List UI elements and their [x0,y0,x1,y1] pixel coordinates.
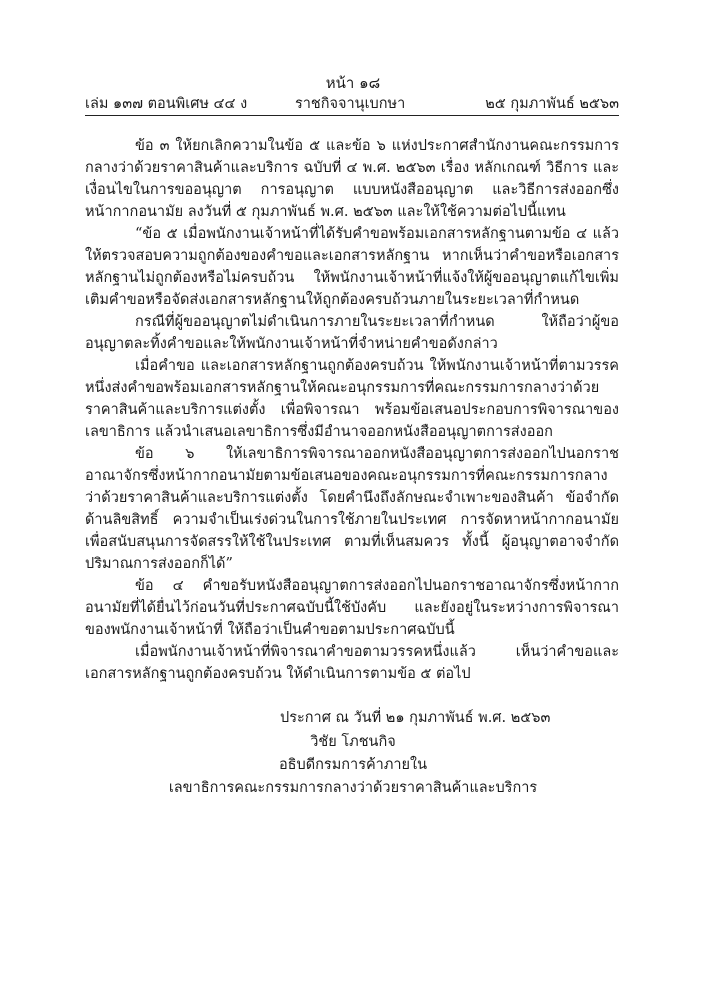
signature-date: ประกาศ ณ วันที่ ๒๑ กุมภาพันธ์ พ.ศ. ๒๕๖๓ [280,710,551,726]
signatory-position-secondary: เลขาธิการคณะกรรมการกลางว่าด้วยราคาสินค้าและบริการ [168,780,538,796]
gazette-header [85,92,619,114]
paragraph-clause-5: “ข้อ ๕ เมื่อพนักงานเจ้าหน้าที่ได้รับคำขอพร้อมเอกสารหลักฐานตามข้อ ๔ แล้ว ให้ตรวจสอบความถูกต้องของคำขอและเอกสารหลักฐาน หากเห็นว่าคำขอหรือเอกสารหลักฐานไม่ถูกต้องหรือไม่ครบถ้วน ให้พนักงานเจ้าหน้าที่แจ้งให้ผู้ขออนุญาตแก้ไขเพิ่มเติมคำขอหรือจัดส่งเอกสารหลักฐานให้ถูกต้องครบถ้วนภายในระยะเวลาที่กำหนด [85,226,619,308]
header-rule [85,115,619,116]
document-body [85,135,619,685]
paragraph-clause-5-2: กรณีที่ผู้ขออนุญาตไม่ดำเนินการภายในระยะเวลาที่กำหนด ให้ถือว่าผู้ขออนุญาตละทิ้งคำขอและให้พนักงานเจ้าหน้าที่จำหน่ายคำขอดังกล่าว [85,314,619,352]
publication-date: ๒๕ กุมภาพันธ์ ๒๕๖๓ [485,96,619,112]
gazette-title: ราชกิจจานุเบกษา [295,96,406,112]
paragraph-clause-4-2: เมื่อพนักงานเจ้าหน้าที่พิจารณาคำขอตามวรรคหนึ่งแล้ว เห็นว่าคำขอและเอกสารหลักฐานถูกต้องครบถ้วน ให้ดำเนินการตามข้อ ๕ ต่อไป [85,644,619,682]
issue-number: เล่ม ๑๓๗ ตอนพิเศษ ๔๔ ง [85,96,248,112]
paragraph-clause-5-3: เมื่อคำขอ และเอกสารหลักฐานถูกต้องครบถ้วน ให้พนักงานเจ้าหน้าที่ตามวรรคหนึ่งส่งคำขอพร้อมเอกสารหลักฐานให้คณะอนุกรรมการที่คณะกรรมการกลางว่าด้วยราคาสินค้าและบริการแต่งตั้ง เพื่อพิจารณา พร้อมข้อเสนอประกอบการพิจารณาของเลขาธิการ แล้วนำเสนอเลขาธิการซึ่งมีอำนาจออกหนังสืออนุญาตการส่งออก [85,358,619,440]
page-number: หน้า ๑๘ [325,74,381,92]
signatory-position: อธิบดีกรมการค้าภายใน [278,757,428,773]
paragraph-clause-6: ข้อ ๖ ให้เลขาธิการพิจารณาออกหนังสืออนุญาตการส่งออกไปนอกราชอาณาจักรซึ่งหน้ากากอนามัยตามข้อเสนอของคณะอนุกรรมการที่คณะกรรมการกลางว่าด้วยราคาสินค้าและบริการแต่งตั้ง โดยคำนึงถึงลักษณะจำเพาะของสินค้า ข้อจำกัดด้านลิขสิทธิ์ ความจำเป็นเร่งด่วนในการใช้ภายในประเทศ การจัดหาหน้ากากอนามัยเพื่อสนับสนุนการจัดสรรให้ใช้ในประเทศ ตามที่เห็นสมควร ทั้งนี้ ผู้อนุญาตอาจจำกัดปริมาณการส่งออกก็ได้” [85,446,619,572]
paragraph-clause-4: ข้อ ๔ คำขอรับหนังสืออนุญาตการส่งออกไปนอกราชอาณาจักรซึ่งหน้ากากอนามัยที่ได้ยื่นไว้ก่อนวันที่ประกาศฉบับนี้ใช้บังคับ และยังอยู่ในระหว่างการพิจารณาของพนักงานเจ้าหน้าที่ ให้ถือว่าเป็นคำขอตามประกาศฉบับนี้ [85,578,619,638]
paragraph-clause-3: ข้อ ๓ ให้ยกเลิกความในข้อ ๕ และข้อ ๖ แห่งประกาศสำนักงานคณะกรรมการกลางว่าด้วยราคาสินค้าและบริการ ฉบับที่ ๔ พ.ศ. ๒๕๖๓ เรื่อง หลักเกณฑ์ วิธีการ และเงื่อนไขในการขออนุญาต การอนุญาต แบบหนังสืออนุญาต และวิธีการส่งออกซึ่งหน้ากากอนามัย ลงวันที่ ๕ กุมภาพันธ์ พ.ศ. ๒๕๖๓ และให้ใช้ความต่อไปนี้แทน [85,138,619,220]
signatory-name: วิชัย โภชนกิจ [310,734,396,750]
